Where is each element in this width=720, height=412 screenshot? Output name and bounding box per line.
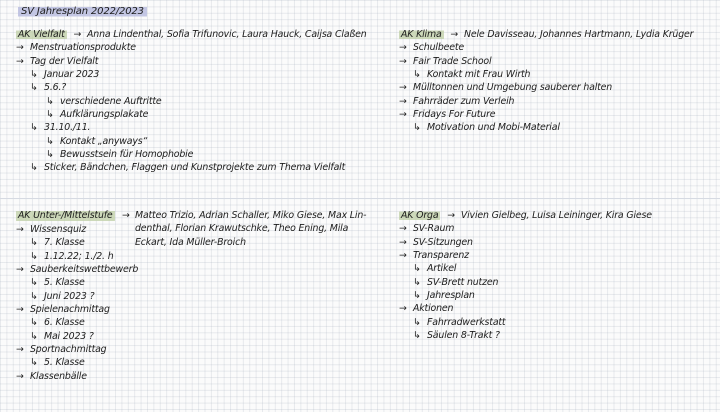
list-item [16,370,138,383]
list-item [16,121,367,134]
sub-arrow-icon: ↳ [30,162,38,174]
list-item [16,55,367,68]
list-item-text: Mülltonnen und Umgebung sauberer halten [413,82,613,94]
sub-arrow-icon: ↳ [30,357,38,369]
arrow-icon: → [399,95,407,107]
section-ak-orga [399,209,652,342]
section-members [135,209,366,249]
item-list [399,41,693,134]
list-item [16,250,138,263]
arrow-icon: → [16,55,24,67]
section-header [399,209,652,222]
section-heading: AK Orga [401,210,439,221]
sub-arrow-icon: ↳ [413,263,421,275]
member-line: Eckart, Ida Müller-Broich [135,236,246,248]
list-item-text: Aufklärungsplakate [60,109,149,121]
list-item [399,289,652,302]
arrow-icon: → [450,29,459,40]
section-heading: AK Unter-/Mittelstufe [18,210,113,221]
section-header [16,28,367,41]
list-item-text: 5. Klasse [44,357,85,369]
list-item-text: Aktionen [413,303,454,315]
list-item [16,263,138,276]
list-item-text: SV-Raum [413,223,455,235]
arrow-icon: → [16,224,24,235]
list-item-text: 5.6.? [44,82,67,94]
list-item-text: Wissensquiz [30,224,87,235]
arrow-icon: → [399,55,407,67]
list-item [399,276,652,289]
list-item-text: Menstruationsprodukte [30,42,136,54]
item-list [16,41,367,174]
section-members: Nele Davisseau, Johannes Hartmann, Lydia Krüger [463,29,694,40]
list-item-text: Schulbeete [413,42,465,54]
sub-arrow-icon: ↳ [30,237,38,249]
sub-arrow-icon: ↳ [30,250,38,262]
list-item [399,236,652,249]
sub-arrow-icon: ↳ [30,69,38,81]
list-item [16,135,367,148]
list-item-text: Fahrradwerkstatt [427,316,506,328]
page-title: SV Jahresplan 2022/2023 [18,6,147,17]
list-item-text: Kontakt mit Frau Wirth [427,69,531,81]
list-item [16,303,138,316]
list-item-text: Spielenachmittag [30,304,110,316]
list-item-text: Fair Trade School [413,55,492,67]
list-item [399,41,693,54]
arrow-icon: → [399,236,407,248]
list-item [16,330,138,343]
sub-arrow-icon: ↳ [413,316,421,328]
list-item-text: Sticker, Bändchen, Flaggen und Kunstprojekte zum Thema Vielfalt [44,162,346,174]
sub-arrow-icon: ↳ [413,276,421,288]
list-item [16,316,138,329]
sub-arrow-icon: ↳ [30,330,38,342]
sub-arrow-icon: ↳ [413,290,421,302]
list-item-text: Juni 2023 ? [44,290,95,302]
arrow-icon: → [16,344,24,356]
sub-arrow-icon: ↳ [30,82,38,94]
section-members: Vivien Gielbeg, Luisa Leininger, Kira Giese [460,210,652,221]
list-item-text: Tag der Vielfalt [30,55,99,67]
section-members: Anna Lindenthal, Sofia Trifunovic, Laura Hauck, Caijsa Claßen [87,29,367,40]
list-item [16,236,138,249]
arrow-icon: → [399,250,407,262]
arrow-icon: → [399,82,407,94]
section-heading: AK Klima [401,29,442,40]
sub-arrow-icon: ↳ [413,69,421,81]
list-item [16,223,138,236]
sub-arrow-icon: ↳ [413,122,421,134]
arrow-icon: → [447,210,455,221]
list-item-text: Transparenz [413,250,469,262]
member-line: Matteo Trizio, Adrian Schaller, Miko Giese, Max Lin- [135,210,367,221]
list-item-text: SV-Brett nutzen [427,276,499,288]
list-item [16,68,367,81]
list-item [16,148,367,161]
list-item [16,161,367,174]
sub-arrow-icon: ↳ [30,290,38,302]
item-list [16,223,138,383]
arrow-icon: → [16,264,24,276]
list-item [16,81,367,94]
section-ak-vielfalt [16,28,367,175]
list-item [399,329,652,342]
list-item [399,249,652,262]
list-item [399,222,652,235]
list-item [399,55,693,68]
arrow-icon: → [399,223,407,235]
list-item [16,95,367,108]
sub-arrow-icon: ↳ [30,277,38,289]
list-item-text: Säulen 8-Trakt ? [427,330,500,342]
list-item [16,276,138,289]
sub-arrow-icon: ↳ [30,317,38,329]
list-item-text: Sportnachmittag [30,344,107,356]
list-item-text: Kontakt „anyways“ [60,135,148,147]
list-item [399,95,693,108]
arrow-icon: → [399,303,407,315]
member-line: denthal, Florian Krawutschke, Theo Ening, Mila [135,223,349,235]
list-item-text: Bewusstsein für Homophobie [60,149,194,161]
list-item [399,121,693,134]
arrow-icon: → [16,304,24,316]
list-item-text: Jahresplan [427,290,475,302]
section-header [399,28,693,41]
arrow-icon: → [16,370,24,382]
list-item-text: Januar 2023 [44,69,100,81]
arrow-icon: → [122,210,130,221]
section-ak-klima [399,28,693,135]
list-item [16,290,138,303]
list-item-text: 7. Klasse [44,237,85,249]
section-heading: AK Vielfalt [18,29,65,40]
list-item [16,108,367,121]
section-divider [0,198,720,199]
list-item [399,81,693,94]
arrow-icon: → [73,29,82,40]
list-item-text: 5. Klasse [44,277,85,289]
arrow-icon: → [16,42,24,54]
section-ak-unter-mittelstufe [16,209,367,383]
sub-arrow-icon: ↳ [46,109,54,121]
list-item [399,302,652,315]
list-item-text: Fahrräder zum Verleih [413,95,515,107]
list-item-text: 6. Klasse [44,317,85,329]
list-item-text: Artikel [427,263,457,275]
list-item-text: Fridays For Future [413,109,496,121]
list-item-text: Sauberkeitswettbewerb [30,264,139,276]
list-item [16,41,367,54]
list-item [399,68,693,81]
arrow-icon: → [399,109,407,121]
item-list [399,222,652,342]
sub-arrow-icon: ↳ [46,135,54,147]
list-item-text: Mai 2023 ? [44,330,94,342]
list-item-text: SV-Sitzungen [413,236,473,248]
list-item-text: verschiedene Auftritte [60,95,162,107]
arrow-icon: → [399,42,407,54]
list-item [399,108,693,121]
list-item-text: Motivation und Mobi-Material [427,122,560,134]
list-item [399,262,652,275]
list-item-text: Klassenbälle [30,370,87,382]
page-title-wrap [18,5,147,18]
list-item [16,356,138,369]
sub-arrow-icon: ↳ [46,149,54,161]
sub-arrow-icon: ↳ [413,330,421,342]
sub-arrow-icon: ↳ [30,122,38,134]
list-item-text: 31.10./11. [44,122,91,134]
list-item [399,316,652,329]
list-item-text: 1.12.22; 1./2. h [44,250,114,262]
sub-arrow-icon: ↳ [46,95,54,107]
list-item [16,343,138,356]
